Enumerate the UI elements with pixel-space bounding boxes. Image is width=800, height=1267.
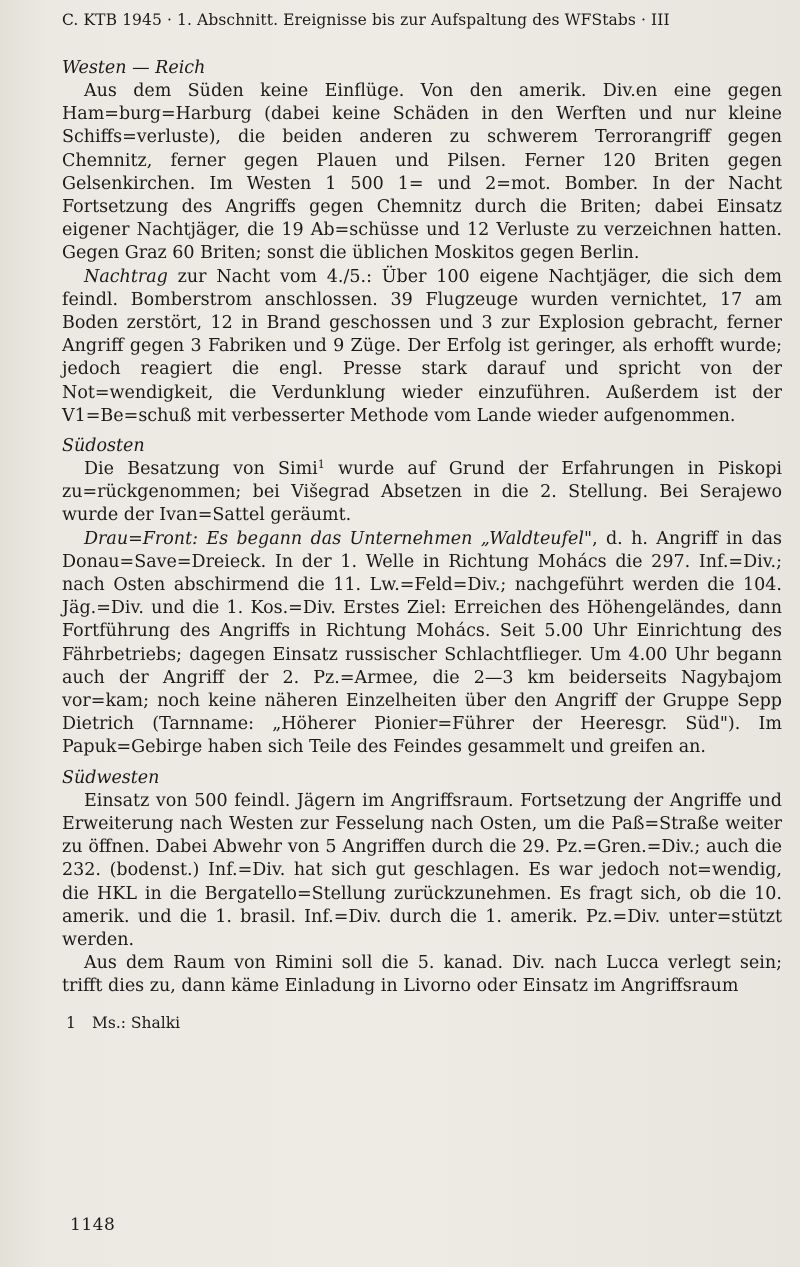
footnote-text: Ms.: Shalki [92,1013,181,1032]
paragraph-text: Die Besatzung von Simi [84,459,318,480]
paragraph: Aus dem Süden keine Einflüge. Von den amerik. Div.en eine gegen Ham=burg=Harburg (dabei keine Schäden in den Werften und nur kleine Schiffs=verluste), die beiden anderen zu schwerem Terrorangriff gegen Chemnitz, ferner gegen Plauen und Pilsen. Ferner 120 Briten gegen Gelsenkirchen. Im Westen 1 500 1= und 2=mot. Bomber. In der Nacht Fortsetzung des Angriffs gegen Chemnitz durch die Briten; dabei Einsatz eigener Nachtjäger, die 19 Ab=schüsse und 12 Verluste zu verzeichnen hatten. Gegen Graz 60 Briten; sonst die üblichen Moskitos gegen Berlin. [62,81,782,264]
footnote-marker: 1 [317,458,325,472]
paragraph-text: , d. h. Angriff in das Donau=Save=Dreieck. In der 1. Welle in Richtung Mohács die 297. Inf.=Div.; nach Osten abschirmend die 11. Lw.=Feld=Div.; nachgeführt werden die 104. Jäg.=Div. und die 1. Kos.=Div. Erstes Ziel: Erreichen des Höhengeländes, dann Fortführung des Angriffs in Richtung Mohács. Seit 5.00 Uhr Einrichtung des Fährbetriebs; dagegen Einsatz russischer Schlachtflieger. Um 4.00 Uhr begann auch der Angriff der 2. Pz.=Armee, die 2—3 km beiderseits Nagybajom vor=kam; noch keine näheren Einzelheiten über den Angriff der Gruppe Sepp Dietrich (Tarnname: „Höherer Pionier=Führer der Heeresgr. Süd"). Im Papuk=Gebirge haben sich Teile des Feindes gesammelt und greifen an. [62,528,782,758]
section-suedosten [62,434,782,760]
section-westen [62,56,782,428]
section-title-westen: Westen — Reich [62,58,206,78]
section-title-suedwesten: Südwesten [62,767,160,788]
paragraph-text: wurde auf Grund der Erfahrungen in Piskopi zu=rückgenommen; bei Višegrad Absetzen in die 2. Stellung. Bei Serajewo wurde der Ivan=Sattel geräumt. [62,459,782,526]
paragraph-text: zur Nacht vom 4./5.: Über 100 eigene Nachtjäger, die sich dem feindl. Bomberstrom anschlossen. 39 Flugzeuge wurden vernichtet, 17 am Boden zerstört, 12 in Brand geschossen und 3 zur Explosion gebracht, ferner Angriff gegen 3 Fabriken und 9 Züge. Der Erfolg ist geringer, als erhofft wurde; jedoch reagiert die engl. Presse stark darauf und spricht von der Not=wendigkeit, die Verdunklung wieder einzuführen. Außerdem ist der V1=Be=schuß mit verbesserter Methode vom Lande wieder aufgenommen. [62,266,782,426]
footnote [66,1013,782,1033]
paragraph-nachtrag [62,266,782,428]
paragraph-label: Drau=Front: Es begann das Unternehmen „Waldteufel" [84,528,593,549]
paragraph-drau-front [62,528,782,760]
paragraph [62,458,782,528]
section-title-suedosten: Südosten [62,436,145,457]
paragraph: Aus dem Raum von Rimini soll die 5. kanad. Div. nach Lucca verlegt sein; trifft dies zu, dann käme Einladung in Livorno oder Einsatz im Angriffsraum [62,953,782,997]
running-header: C. KTB 1945 · 1. Abschnitt. Ereignisse bis zur Aufspaltung des WFStabs · III [62,11,670,29]
paragraph: Einsatz von 500 feindl. Jägern im Angriffsraum. Fortsetzung der Angriffe und Erweiterung nach Westen zur Fesselung nach Osten, um die Paß=Straße weiter zu öffnen. Dabei Abwehr von 5 Angriffen durch die 29. Pz.=Gren.=Div.; auch die 232. (bodenst.) Inf.=Div. hat sich gut geschlagen. Es war jedoch not=wendig, die HKL in die Bergatello=Stellung zurückzunehmen. Es fragt sich, ob die 10. amerik. und die 1. brasil. Inf.=Div. durch die 1. amerik. Pz.=Div. unter=stützt werden. [62,790,782,950]
page-number: 1148 [70,1215,116,1235]
paragraph-label: Nachtrag [84,266,168,287]
section-suedwesten [62,766,782,999]
footnote-number: 1 [66,1013,76,1032]
